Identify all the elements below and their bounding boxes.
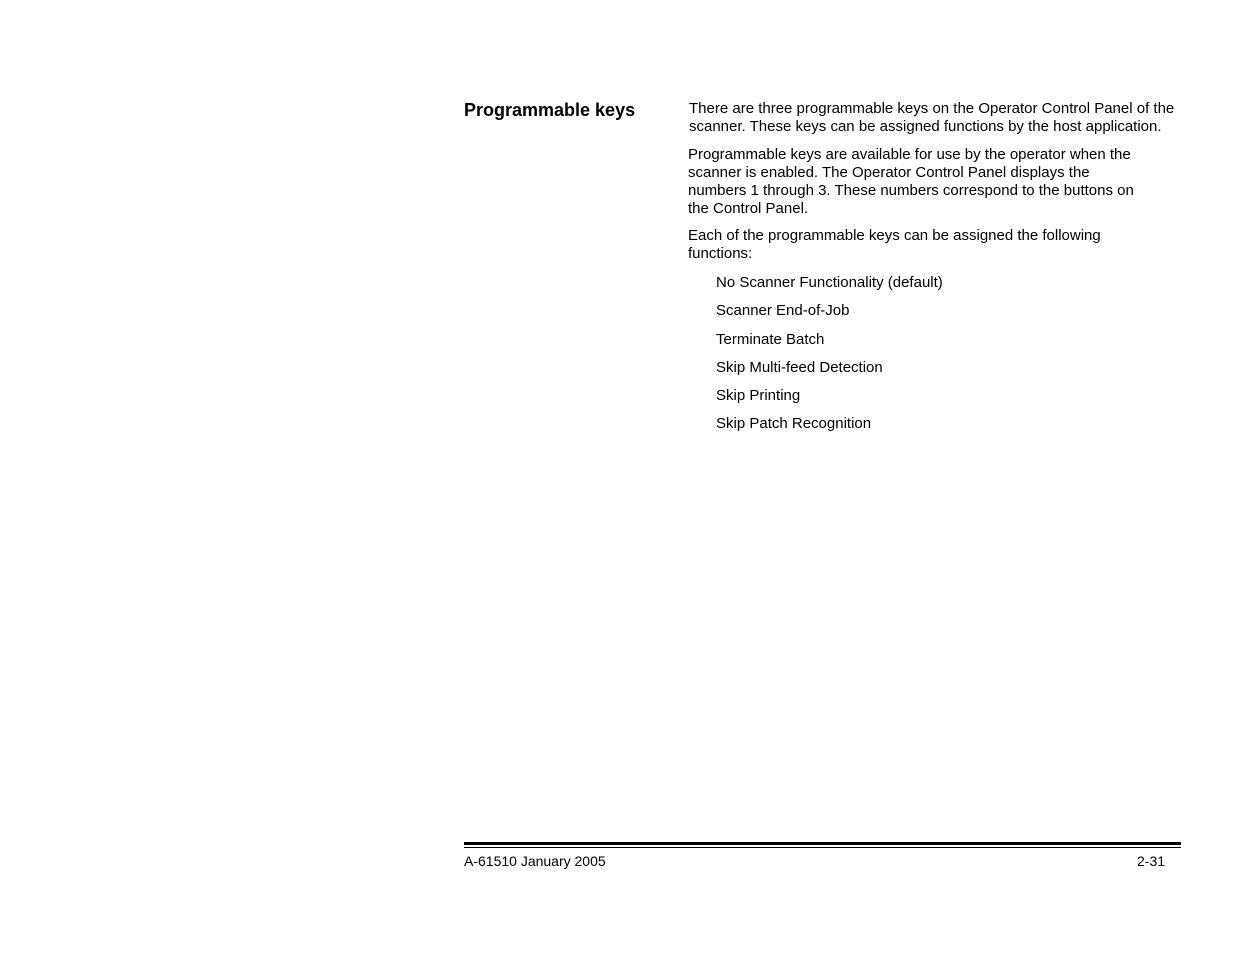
list-item: Skip Multi-feed Detection	[716, 358, 883, 376]
list-item: Scanner End-of-Job	[716, 302, 850, 320]
footer-divider-thin	[464, 847, 1181, 848]
paragraph-functions-intro: Each of the programmable keys can be assigned the following functions:	[688, 227, 1101, 262]
list-item: Skip Printing	[716, 387, 801, 405]
paragraph-intro: There are three programmable keys on the Operator Control Panel of the scanner. These keys can be assigned functions by the host application.	[689, 100, 1175, 135]
section-heading: Programmable keys	[464, 100, 636, 120]
paragraph-availability: Programmable keys are available for use by the operator when the scanner is enabled. The Operator Control Panel displays the numbers 1 through 3. These numbers correspond to the buttons on the Control Panel.	[688, 146, 1134, 217]
footer-divider-thick	[464, 842, 1181, 845]
list-item: No Scanner Functionality (default)	[716, 274, 943, 291]
body-content	[688, 100, 1178, 444]
list-item: Terminate Batch	[716, 330, 825, 348]
function-list	[688, 274, 1178, 444]
list-item: Skip Patch Recognition	[716, 415, 872, 433]
footer-document-id: A-61510 January 2005	[464, 853, 606, 869]
footer-page-number: 2-31	[1137, 853, 1166, 869]
